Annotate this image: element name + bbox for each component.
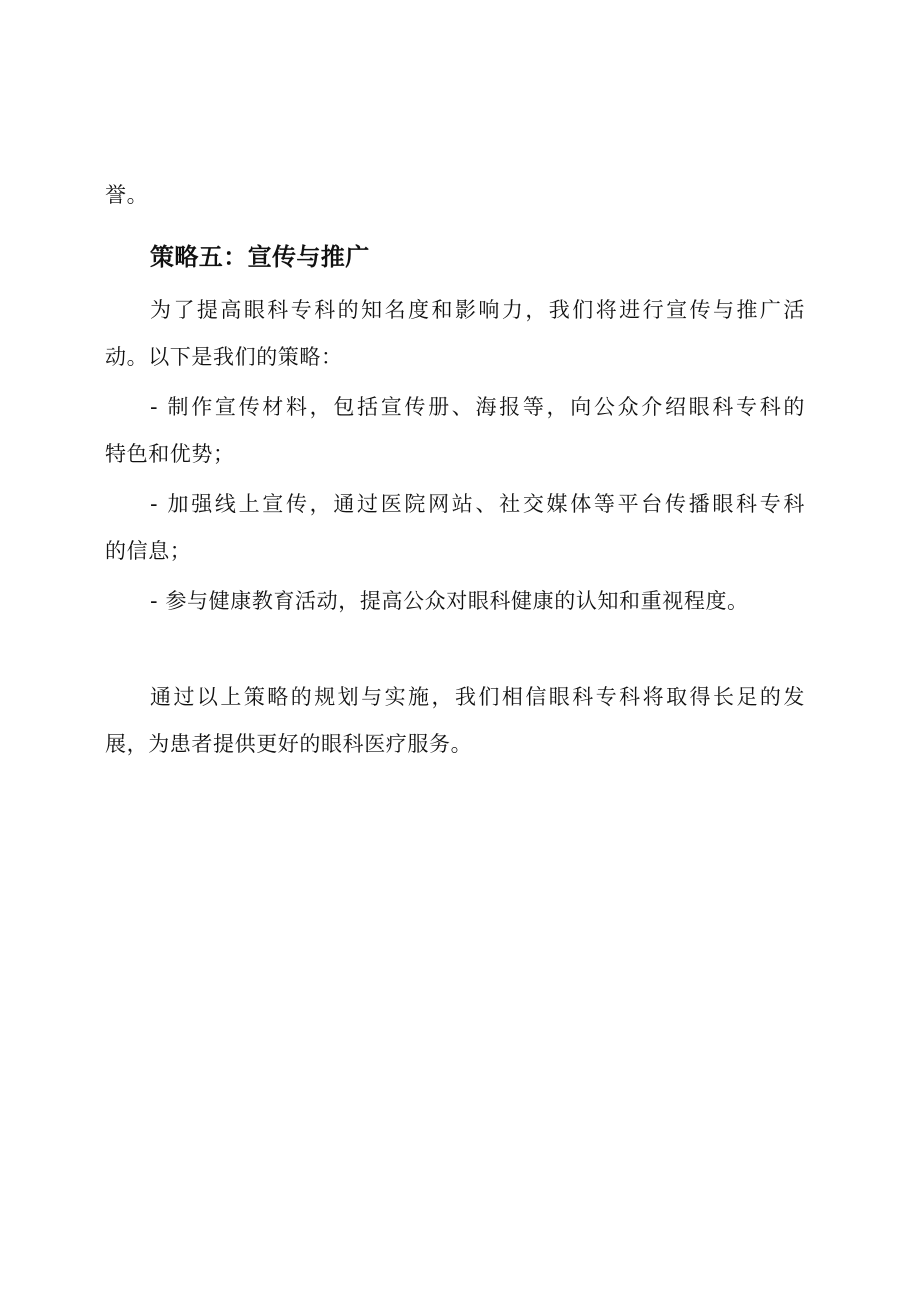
- bullet-1-line-2: 特色和优势；: [105, 442, 235, 466]
- intro-paragraph-line-2: 动。以下是我们的策略：: [105, 345, 343, 369]
- bullet-3-line-1: - 参与健康教育活动，提高公众对眼科健康的认知和重视程度。: [150, 589, 749, 613]
- continued-text-fragment: 誉。: [105, 183, 149, 207]
- bullet-2-line-1: - 加强线上宣传，通过医院网站、社交媒体等平台传播眼科专科: [150, 492, 805, 516]
- bullet-2-line-2: 的信息；: [105, 539, 192, 563]
- section-heading: 策略五：宣传与推广: [150, 243, 370, 271]
- intro-paragraph-line-1: 为了提高眼科专科的知名度和影响力，我们将进行宣传与推广活: [150, 298, 805, 322]
- conclusion-paragraph-line-2: 展，为患者提供更好的眼科医疗服务。: [105, 732, 473, 756]
- bullet-1-line-1: - 制作宣传材料，包括宣传册、海报等，向公众介绍眼科专科的: [150, 395, 805, 419]
- conclusion-paragraph-line-1: 通过以上策略的规划与实施，我们相信眼科专科将取得长足的发: [150, 685, 805, 709]
